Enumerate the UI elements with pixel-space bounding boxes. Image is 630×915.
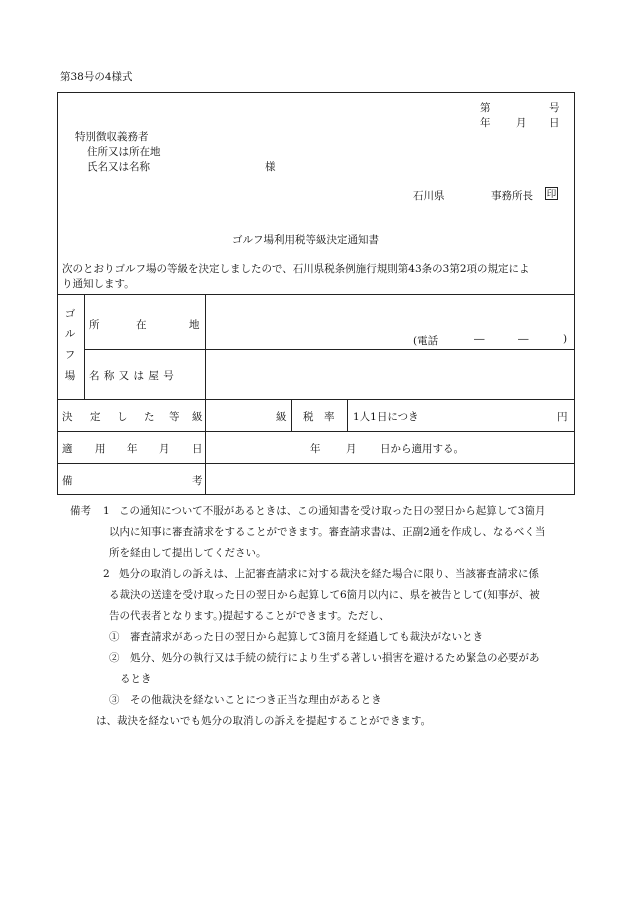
notes-heading: 備考	[70, 505, 91, 517]
seal-mark: 印	[546, 189, 557, 200]
apply-label-3: 年	[127, 443, 138, 455]
location-label-2: 在	[136, 319, 147, 331]
grade-label-1: 決	[62, 411, 73, 423]
tax-rate-label: 税 率	[303, 411, 335, 423]
grade-label-5: 等	[169, 411, 180, 423]
grade-label-3: し	[117, 411, 128, 423]
per-person-text: 1人1日につき	[353, 411, 419, 423]
phone-dash-2: ―	[518, 333, 529, 345]
note-1-line-2: 以内に知事に審査請求をすることができます。審査請求書は、正副2通を作成し、なるべく当	[109, 526, 546, 538]
condition-3: ③ その他裁決を経ないことにつき正当な理由があるとき	[109, 694, 382, 706]
golf-vertical-1: ゴ	[64, 308, 76, 320]
golf-vertical-3: フ	[64, 349, 76, 361]
trade-name-label: 名 称 又 は 屋 号	[89, 370, 175, 382]
apply-label-5: 日	[192, 443, 203, 455]
note-2-line-2: る裁決の送達を受け取った日の翌日から起算して6箇月以内に、県を被告として(知事が、被	[109, 589, 540, 601]
phone-dash-1: ―	[474, 333, 485, 345]
document-title: ゴルフ場利用税等級決定通知書	[232, 234, 379, 246]
condition-1: ① 審査請求があった日の翌日から起算して3箇月を経過しても裁決がないとき	[109, 631, 484, 643]
grade-unit: 級	[276, 411, 287, 423]
condition-2-line-1: ② 処分、処分の執行又は手続の続行により生ずる著しい損害を避けるため緊急の必要があ	[109, 652, 540, 664]
grade-row-top	[57, 399, 575, 400]
intro-line-2: り通知します。	[62, 278, 135, 290]
tax-rate-divider	[347, 399, 348, 431]
honorific-sama: 様	[265, 161, 276, 173]
apply-suffix: 日から適用する。	[380, 443, 464, 455]
remarks-row-top	[57, 463, 575, 464]
number-dai: 第	[480, 102, 491, 114]
date-year: 年	[480, 117, 491, 129]
apply-label-4: 月	[159, 443, 170, 455]
apply-label-1: 適	[62, 443, 73, 455]
grade-label-2: 定	[90, 411, 101, 423]
issuer-office-head: 事務所長	[491, 190, 533, 202]
label-column-divider	[205, 294, 206, 495]
phone-close: )	[563, 333, 568, 345]
note-1-line-1: この通知について不服があるときは、この通知書を受け取った日の翌日から起算して3箇月	[119, 505, 546, 517]
remarks-label-1: 備	[62, 475, 73, 487]
issuer-prefecture: 石川県	[413, 190, 445, 202]
apply-label-2: 用	[95, 443, 106, 455]
address-label: 住所又は所在地	[87, 146, 161, 158]
note-2-line-3: 告の代表者となります。)提起することができます。ただし、	[109, 610, 390, 622]
date-month: 月	[516, 117, 527, 129]
location-label-1: 所	[89, 319, 100, 331]
number-go: 号	[549, 102, 560, 114]
note-1-number: 1	[103, 505, 110, 517]
form-number: 第38号の4様式	[60, 71, 133, 83]
name-label: 氏名又は名称	[87, 161, 150, 173]
grade-label-6: 級	[192, 411, 203, 423]
golf-vertical-4: 場	[64, 370, 76, 382]
golf-split-line	[84, 349, 575, 350]
grade-label-4: た	[144, 411, 155, 423]
note-1-line-3: 所を経由して提出してください。	[109, 547, 267, 559]
phone-label: (電話	[413, 335, 439, 347]
intro-line-1: 次のとおりゴルフ場の等級を決定しましたので、石川県税条例施行規則第43条の3第2項の規定によ	[62, 263, 530, 275]
yen-unit: 円	[557, 411, 568, 423]
golf-vertical-2: ル	[64, 328, 76, 340]
apply-row-top	[57, 431, 575, 432]
note-2-line-1: 処分の取消しの訴えは、上記審査請求に対する裁決を経た場合に限り、当該審査請求に係	[119, 568, 539, 580]
remarks-label-2: 考	[192, 475, 203, 487]
apply-month: 月	[346, 443, 357, 455]
condition-2-line-2: るとき	[120, 673, 152, 685]
apply-year: 年	[310, 443, 321, 455]
location-label-3: 地	[189, 319, 200, 331]
closing-sentence: は、裁決を経ないでも処分の取消しの訴えを提起することができます。	[96, 715, 432, 727]
golf-vertical-divider	[84, 294, 85, 399]
grade-value-divider	[291, 399, 292, 431]
obligor-title: 特別徴収義務者	[75, 131, 149, 143]
date-day: 日	[549, 117, 560, 129]
table-top-line	[57, 294, 575, 295]
note-2-number: 2	[103, 568, 110, 580]
